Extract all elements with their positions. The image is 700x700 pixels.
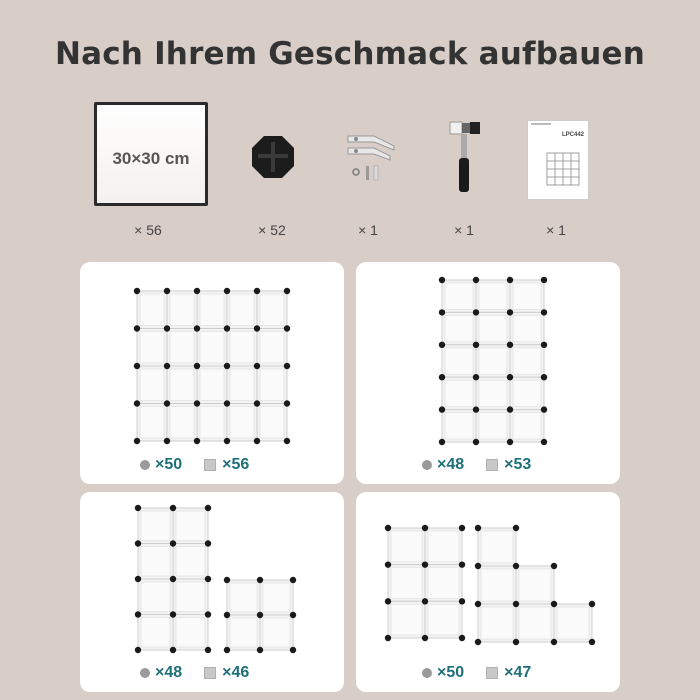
- connector-node: [164, 325, 170, 331]
- connector-node: [135, 647, 141, 653]
- connector-node: [224, 577, 230, 583]
- cube-cell-inner: [445, 315, 473, 341]
- connector-count: ×50: [155, 456, 183, 473]
- connector-node: [589, 601, 595, 607]
- connector-node: [459, 525, 465, 531]
- cube-cell-inner: [513, 380, 541, 406]
- config-card-3: [80, 492, 344, 692]
- panel-count: ×46: [222, 664, 250, 681]
- connector-node: [439, 342, 445, 348]
- connector-node: [290, 577, 296, 583]
- cube-cell-inner: [445, 380, 473, 406]
- legend-config-1: [140, 456, 249, 474]
- connector-node: [459, 598, 465, 604]
- manual-qty: × 1: [546, 222, 566, 238]
- connector-node: [422, 561, 428, 567]
- connector-node: [224, 612, 230, 618]
- connector-node: [385, 635, 391, 641]
- cube-cell-inner: [479, 315, 507, 341]
- cube-cell-inner: [479, 380, 507, 406]
- connector-node: [134, 438, 140, 444]
- connector-node: [254, 438, 260, 444]
- connector-node: [439, 277, 445, 283]
- connector-node: [254, 325, 260, 331]
- legend-config-4: [422, 664, 531, 682]
- connector-node: [194, 325, 200, 331]
- cube-cell-inner: [140, 294, 164, 326]
- connector-node: [135, 611, 141, 617]
- panel-count: ×53: [504, 456, 532, 473]
- connector-node: [205, 611, 211, 617]
- manual-illustration: [545, 151, 581, 187]
- cube-cell-inner: [479, 413, 507, 439]
- cube-cell-inner: [260, 369, 284, 401]
- cube-cell-inner: [170, 369, 194, 401]
- connector-node: [224, 400, 230, 406]
- connector-node: [473, 309, 479, 315]
- connector-node: [224, 325, 230, 331]
- connector-node: [459, 635, 465, 641]
- connector-node: [134, 400, 140, 406]
- shelf-2x3-illustration: [384, 524, 466, 642]
- cube-cell-inner: [176, 582, 205, 612]
- shelf-5x4-illustration: [133, 287, 291, 445]
- cube-cell-inner: [260, 332, 284, 364]
- mallet-icon: [448, 120, 482, 196]
- connector-node: [170, 576, 176, 582]
- cube-cell-inner: [140, 332, 164, 364]
- connector-node: [475, 601, 481, 607]
- connector-node: [507, 277, 513, 283]
- cube-cell-inner: [445, 413, 473, 439]
- mallet-qty: × 1: [454, 222, 474, 238]
- cube-cell-inner: [263, 618, 290, 647]
- cube-cell-inner: [513, 413, 541, 439]
- cube-cell-inner: [391, 531, 422, 562]
- cube-cell-inner: [260, 294, 284, 326]
- connector-node: [385, 525, 391, 531]
- connector-node: [135, 540, 141, 546]
- panel-legend-icon: [486, 459, 498, 471]
- connector-node: [257, 647, 263, 653]
- cube-cell-inner: [141, 618, 170, 648]
- connector-count: ×48: [437, 456, 465, 473]
- cube-cell-inner: [481, 531, 513, 563]
- connector-node: [541, 439, 547, 445]
- connector-node: [134, 363, 140, 369]
- cube-cell-inner: [445, 283, 473, 309]
- wall-anchor-icon: [344, 128, 398, 184]
- cube-cell-inner: [260, 407, 284, 439]
- panel-qty: × 56: [134, 222, 162, 238]
- connector-node: [205, 540, 211, 546]
- connector-node: [194, 400, 200, 406]
- connector-node: [170, 540, 176, 546]
- cube-cell-inner: [176, 547, 205, 577]
- cube-cell-inner: [200, 332, 224, 364]
- connector-node: [551, 601, 557, 607]
- connector-node: [170, 611, 176, 617]
- connector-legend-icon: [422, 668, 432, 678]
- connector-node: [507, 374, 513, 380]
- connector-node: [422, 525, 428, 531]
- shelf-step-illustration: [474, 524, 598, 642]
- connector-node: [284, 288, 290, 294]
- cube-cell-inner: [513, 348, 541, 374]
- connector-node: [194, 438, 200, 444]
- connector-node: [507, 342, 513, 348]
- connector-node: [551, 563, 557, 569]
- config-card-4: [356, 492, 620, 692]
- connector-node: [135, 576, 141, 582]
- connector-node: [422, 598, 428, 604]
- panel-legend-icon: [204, 459, 216, 471]
- connector-node: [439, 374, 445, 380]
- cube-cell-inner: [513, 315, 541, 341]
- manual-image: [527, 120, 589, 200]
- cube-cell-inner: [230, 618, 257, 647]
- cube-cell-inner: [481, 569, 513, 601]
- connector-node: [254, 400, 260, 406]
- cube-cell-inner: [230, 407, 254, 439]
- page-title: Nach Ihrem Geschmack aufbauen: [54, 36, 646, 72]
- connector-node: [224, 288, 230, 294]
- cube-cell-inner: [170, 294, 194, 326]
- connector-node: [459, 561, 465, 567]
- cube-cell-inner: [200, 369, 224, 401]
- connector-node: [541, 277, 547, 283]
- connector-node: [284, 363, 290, 369]
- panel-image: [94, 102, 208, 206]
- connector-node: [541, 309, 547, 315]
- connector-count: ×50: [437, 664, 465, 681]
- cube-cell-inner: [176, 511, 205, 541]
- connector-node: [194, 288, 200, 294]
- cube-cell-inner: [140, 369, 164, 401]
- connector-node: [224, 647, 230, 653]
- cube-cell-inner: [513, 283, 541, 309]
- legend-config-2: [422, 456, 531, 474]
- connector-node: [473, 406, 479, 412]
- connector-node: [257, 612, 263, 618]
- cube-cell-inner: [391, 568, 422, 599]
- connector-node: [473, 374, 479, 380]
- connector-icon: [250, 134, 296, 180]
- cube-cell-inner: [140, 407, 164, 439]
- connector-legend-icon: [422, 460, 432, 470]
- connector-node: [439, 439, 445, 445]
- connector-node: [224, 438, 230, 444]
- cube-cell-inner: [557, 607, 589, 639]
- connector-node: [164, 363, 170, 369]
- connector-node: [422, 635, 428, 641]
- connector-node: [205, 647, 211, 653]
- connector-node: [290, 647, 296, 653]
- connector-node: [284, 438, 290, 444]
- shelf-2x2-illustration: [223, 576, 297, 654]
- config-card-2: [356, 262, 620, 484]
- connector-node: [134, 288, 140, 294]
- connector-legend-icon: [140, 668, 150, 678]
- shelf-2x4-illustration: [134, 504, 212, 654]
- connector-node: [513, 525, 519, 531]
- connector-node: [473, 439, 479, 445]
- connector-node: [541, 406, 547, 412]
- connector-node: [205, 505, 211, 511]
- cube-cell-inner: [428, 568, 459, 599]
- connector-node: [541, 342, 547, 348]
- connector-node: [473, 277, 479, 283]
- connector-node: [385, 561, 391, 567]
- cube-cell-inner: [141, 547, 170, 577]
- shelf-3x5-illustration: [438, 276, 548, 446]
- manual-doc-number: LPC442: [561, 132, 584, 138]
- connector-node: [134, 325, 140, 331]
- panel-count: ×56: [222, 456, 250, 473]
- connector-node: [439, 309, 445, 315]
- cube-cell-inner: [230, 294, 254, 326]
- cube-cell-inner: [200, 407, 224, 439]
- connector-node: [257, 577, 263, 583]
- connector-node: [473, 342, 479, 348]
- cube-cell-inner: [170, 407, 194, 439]
- cube-cell-inner: [519, 569, 551, 601]
- connector-node: [507, 439, 513, 445]
- connector-node: [170, 647, 176, 653]
- connector-node: [194, 363, 200, 369]
- connector-node: [551, 639, 557, 645]
- connector-node: [385, 598, 391, 604]
- connector-node: [254, 288, 260, 294]
- cube-cell-inner: [230, 583, 257, 612]
- cube-cell-inner: [391, 604, 422, 635]
- connector-node: [513, 639, 519, 645]
- connector-node: [254, 363, 260, 369]
- connector-node: [589, 639, 595, 645]
- connector-legend-icon: [140, 460, 150, 470]
- connector-count: ×48: [155, 664, 183, 681]
- panel-size-label: 30×30 cm: [112, 149, 190, 168]
- connector-node: [170, 505, 176, 511]
- connector-node: [507, 406, 513, 412]
- connector-node: [290, 612, 296, 618]
- cube-cell-inner: [479, 283, 507, 309]
- connector-node: [284, 325, 290, 331]
- panel-legend-icon: [486, 667, 498, 679]
- connector-qty: × 52: [258, 222, 286, 238]
- cube-cell-inner: [428, 531, 459, 562]
- connector-node: [284, 400, 290, 406]
- connector-node: [439, 406, 445, 412]
- cube-cell-inner: [519, 607, 551, 639]
- cube-cell-inner: [428, 604, 459, 635]
- connector-node: [513, 601, 519, 607]
- cube-cell-inner: [141, 511, 170, 541]
- panel-count: ×47: [504, 664, 532, 681]
- connector-node: [135, 505, 141, 511]
- cube-cell-inner: [176, 618, 205, 648]
- connector-node: [224, 363, 230, 369]
- connector-node: [475, 563, 481, 569]
- cube-cell-inner: [479, 348, 507, 374]
- cube-cell-inner: [263, 583, 290, 612]
- connector-node: [205, 576, 211, 582]
- connector-node: [164, 438, 170, 444]
- cube-cell-inner: [230, 332, 254, 364]
- cube-cell-inner: [170, 332, 194, 364]
- cube-cell-inner: [445, 348, 473, 374]
- config-card-1: [80, 262, 344, 484]
- connector-node: [164, 288, 170, 294]
- cube-cell-inner: [230, 369, 254, 401]
- panel-legend-icon: [204, 667, 216, 679]
- connector-node: [513, 563, 519, 569]
- cube-cell-inner: [141, 582, 170, 612]
- connector-node: [164, 400, 170, 406]
- legend-config-3: [140, 664, 249, 682]
- connector-node: [475, 525, 481, 531]
- cube-cell-inner: [481, 607, 513, 639]
- connector-node: [541, 374, 547, 380]
- connector-node: [507, 309, 513, 315]
- connector-node: [475, 639, 481, 645]
- cube-cell-inner: [200, 294, 224, 326]
- wall-anchor-qty: × 1: [358, 222, 378, 238]
